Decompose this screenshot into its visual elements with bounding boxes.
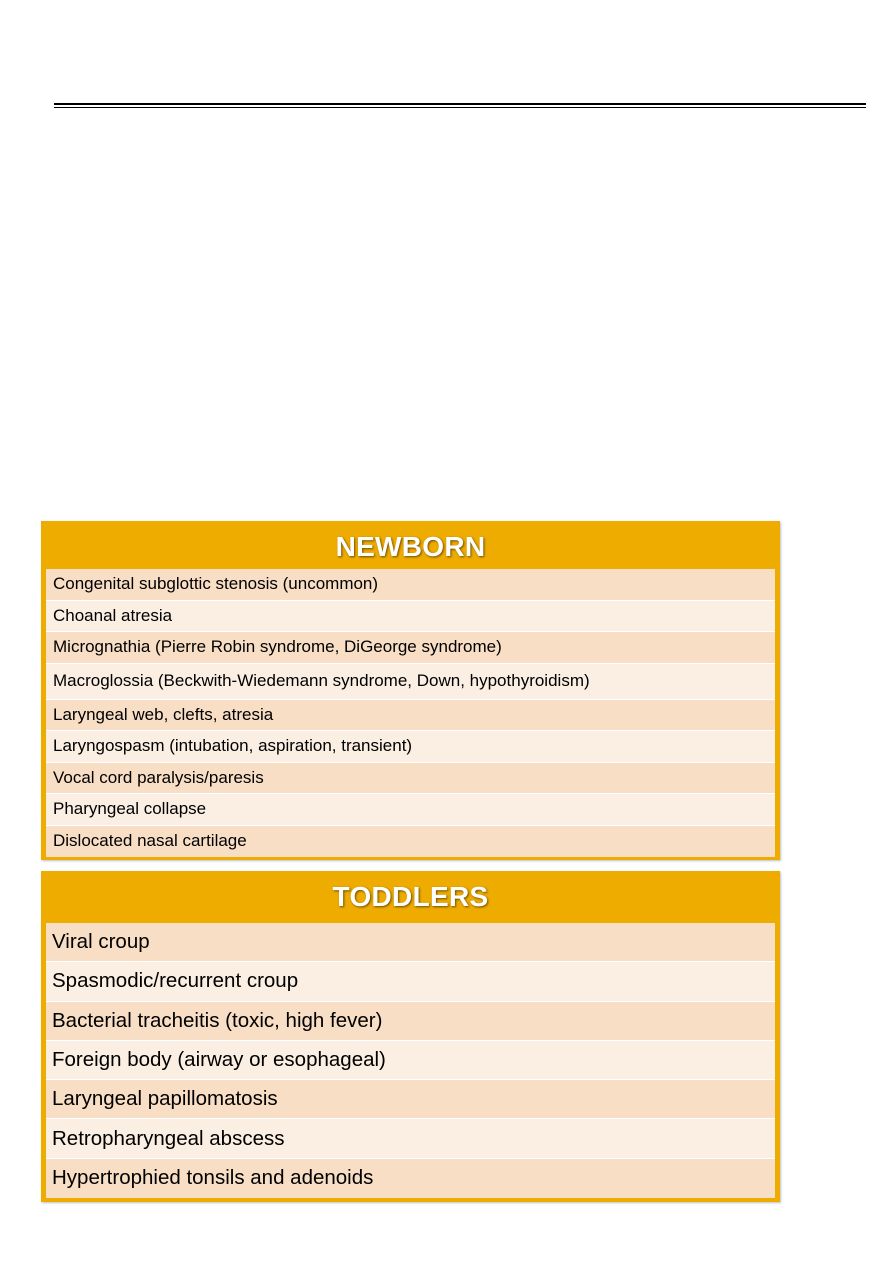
toddlers-list-item: Viral croup xyxy=(46,923,775,962)
toddlers-list xyxy=(46,923,775,1198)
newborn-panel-title: NEWBORN xyxy=(335,531,486,562)
toddlers-list-item: Foreign body (airway or esophageal) xyxy=(46,1041,775,1080)
header-divider-rule xyxy=(54,103,866,108)
newborn-list-item: Choanal atresia xyxy=(46,601,775,633)
newborn-list-item: Micrognathia (Pierre Robin syndrome, DiGeorge syndrome) xyxy=(46,632,775,664)
toddlers-list-item: Bacterial tracheitis (toxic, high fever) xyxy=(46,1002,775,1041)
toddlers-list-item: Laryngeal papillomatosis xyxy=(46,1080,775,1119)
toddlers-panel xyxy=(41,871,780,1202)
newborn-panel xyxy=(41,521,780,860)
toddlers-list-item: Retropharyngeal abscess xyxy=(46,1119,775,1158)
newborn-list-item: Dislocated nasal cartilage xyxy=(46,826,775,858)
toddlers-panel-title: TODDLERS xyxy=(332,881,489,912)
newborn-list xyxy=(46,569,775,857)
newborn-list-item: Congenital subglottic stenosis (uncommon) xyxy=(46,569,775,601)
newborn-list-item: Laryngeal web, clefts, atresia xyxy=(46,700,775,732)
toddlers-list-item: Spasmodic/recurrent croup xyxy=(46,962,775,1001)
newborn-list-item: Laryngospasm (intubation, aspiration, transient) xyxy=(46,731,775,763)
toddlers-list-item: Hypertrophied tonsils and adenoids xyxy=(46,1159,775,1198)
newborn-list-item: Vocal cord paralysis/paresis xyxy=(46,763,775,795)
newborn-list-item: Pharyngeal collapse xyxy=(46,794,775,826)
newborn-list-item: Macroglossia (Beckwith-Wiedemann syndrome, Down, hypothyroidism) xyxy=(46,664,775,700)
